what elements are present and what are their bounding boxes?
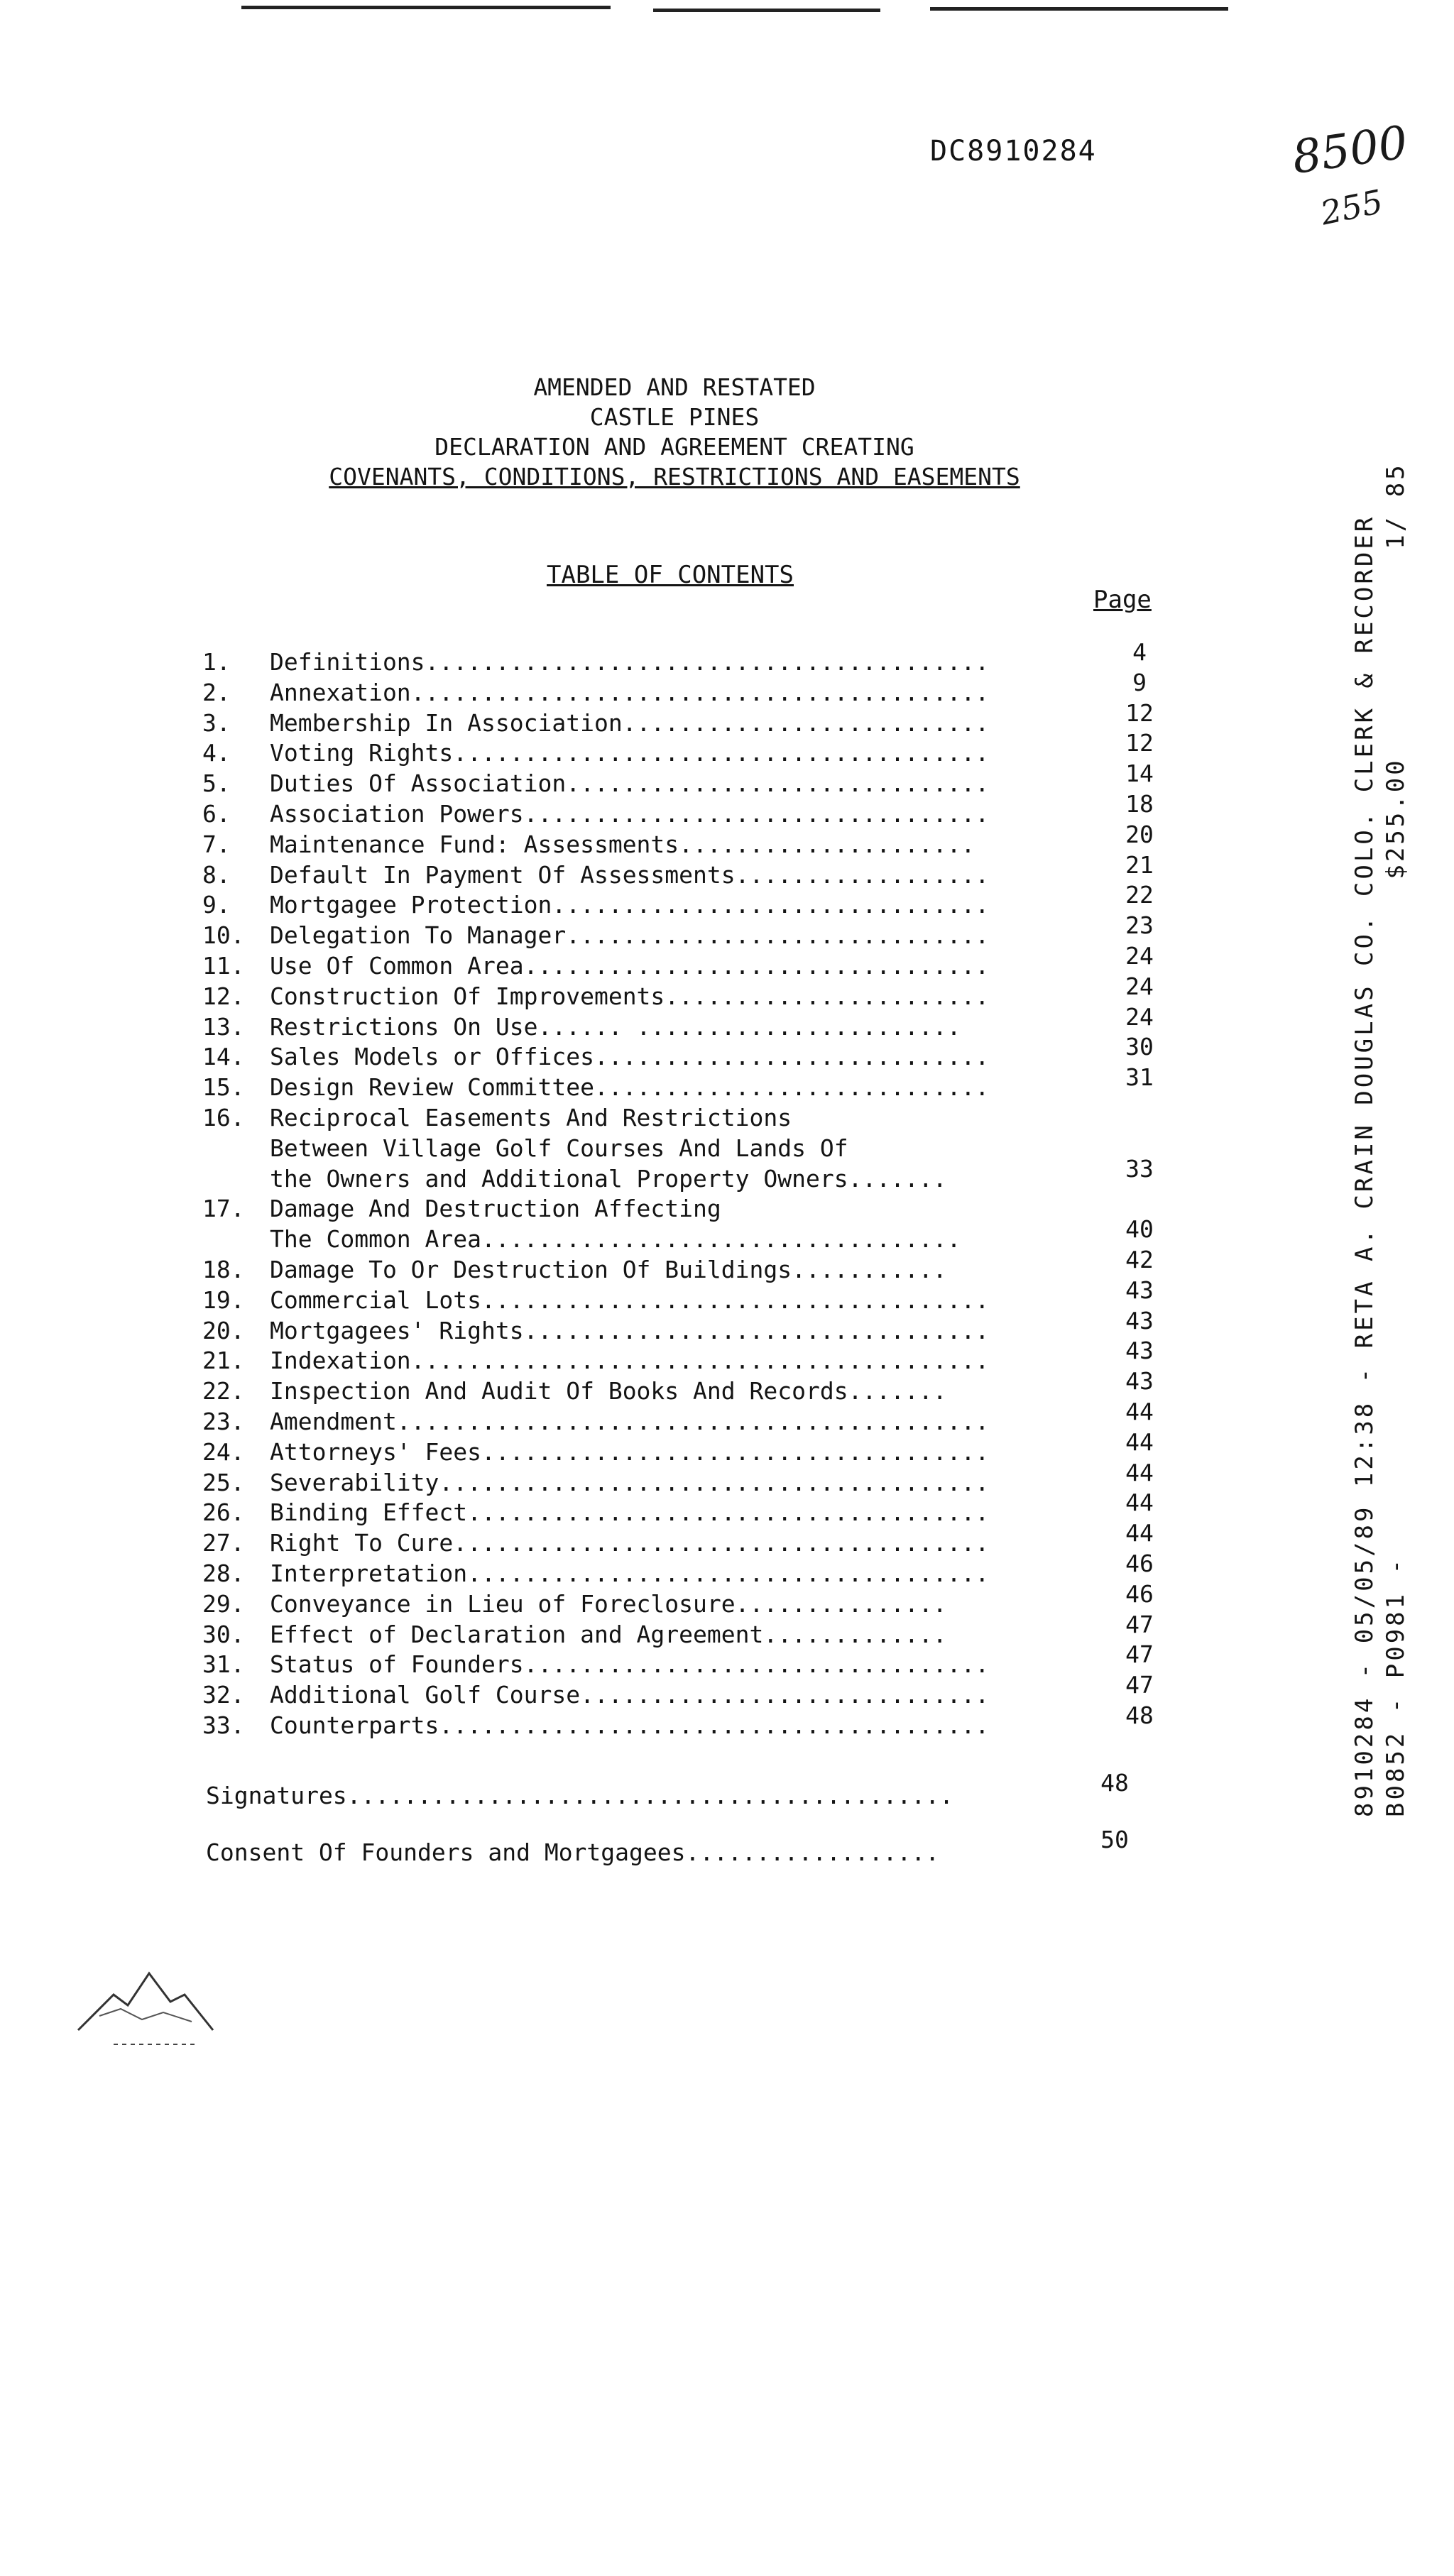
toc-number: 2. [202, 678, 231, 706]
toc-title: Status of Founders................................. [270, 1650, 990, 1679]
toc-title: Counterparts....................................... [270, 1711, 990, 1739]
toc-title: Right To Cure...................................... [270, 1529, 990, 1557]
toc-row [202, 1579, 1168, 1618]
toc-page-number: 46 [1125, 1549, 1154, 1577]
document-title [0, 373, 1349, 492]
toc-number: 32. [202, 1681, 245, 1709]
toc-page-number: 20 [1125, 820, 1154, 848]
toc-number: 10. [202, 921, 245, 950]
mountain-logo [71, 1945, 227, 2059]
signatures-entry [206, 1769, 1164, 1809]
toc-number: 33. [202, 1711, 245, 1739]
toc-title: Interpretation..................................... [270, 1559, 990, 1587]
toc-title: Binding Effect..................................... [270, 1498, 990, 1527]
toc-title: Default In Payment Of Assessments.................. [270, 860, 990, 889]
toc-title: Commercial Lots.................................... [270, 1286, 990, 1314]
toc-number: 4. [202, 739, 231, 767]
toc-number: 31. [202, 1650, 245, 1679]
toc-page-number: 44 [1125, 1427, 1154, 1456]
toc-number: 8. [202, 860, 231, 889]
toc-page-number: 12 [1125, 729, 1154, 757]
toc-row [202, 789, 1168, 828]
handwritten-note-sub: 255 [1317, 182, 1387, 233]
toc-number: 20. [202, 1316, 245, 1344]
toc-page-number: 47 [1125, 1610, 1154, 1638]
recording-stamp-line-1: 8910284 - 05/05/89 12:38 - RETA A. CRAIN DOUGLAS CO. COLO. CLERK & RECORDER [1350, 514, 1379, 1817]
toc-row [202, 1245, 1168, 1283]
toc-page-number: 44 [1125, 1489, 1154, 1517]
toc-page-number: 44 [1125, 1458, 1154, 1486]
toc-row [202, 820, 1168, 858]
toc-row [202, 1098, 1168, 1129]
toc-page-number: 43 [1125, 1367, 1154, 1396]
toc-row [202, 1640, 1168, 1679]
toc-title: Severability....................................... [270, 1468, 990, 1496]
toc-title: Additional Golf Course............................. [270, 1681, 990, 1709]
toc-row [202, 1610, 1168, 1648]
toc-number: 24. [202, 1437, 245, 1466]
toc-number: 16. [202, 1103, 245, 1131]
toc-row [202, 850, 1168, 889]
toc-page-number: 43 [1125, 1306, 1154, 1334]
toc-page-number: 47 [1125, 1640, 1154, 1669]
toc-page-number: 30 [1125, 1033, 1154, 1061]
scan-edge-marks [213, 0, 1349, 21]
table-of-contents [202, 638, 1168, 1739]
toc-page-number: 12 [1125, 698, 1154, 727]
toc-page-number: 47 [1125, 1671, 1154, 1699]
toc-page-number: 24 [1125, 1002, 1154, 1031]
toc-title: Use Of Common Area................................. [270, 951, 990, 980]
toc-page-number: 42 [1125, 1245, 1154, 1273]
toc-row [202, 941, 1168, 980]
recording-stamp [1349, 462, 1411, 1817]
recording-stamp-line-2: B0852 - P0981 - $255.00 1/ 85 [1382, 462, 1410, 1817]
toc-number: 28. [202, 1559, 245, 1587]
consent-label: Consent Of Founders and Mortgagees.................. [206, 1838, 940, 1866]
signatures-page: 48 [1100, 1769, 1129, 1797]
toc-number: 13. [202, 1012, 245, 1041]
toc-page-number: 48 [1125, 1701, 1154, 1729]
toc-title: Membership In Association.......................... [270, 708, 990, 737]
toc-title: Sales Models or Offices............................ [270, 1043, 990, 1071]
toc-row [202, 1458, 1168, 1496]
title-line-1: AMENDED AND RESTATED [533, 373, 816, 401]
toc-page-number: 24 [1125, 941, 1154, 970]
toc-title: Voting Rights...................................... [270, 739, 990, 767]
toc-page-number: 40 [1125, 1215, 1154, 1244]
toc-title: Annexation......................................... [270, 678, 990, 706]
toc-row [202, 972, 1168, 1010]
toc-row [202, 638, 1168, 676]
toc-title: Restrictions On Use...... ....................... [270, 1012, 961, 1041]
toc-row [202, 1306, 1168, 1344]
toc-page-number: 43 [1125, 1276, 1154, 1304]
toc-row [202, 1033, 1168, 1071]
toc-title: Mortgagees' Rights................................. [270, 1316, 990, 1344]
toc-row [202, 1129, 1168, 1162]
toc-page-number: 14 [1125, 760, 1154, 788]
toc-number: 17. [202, 1195, 245, 1223]
toc-page-number: 9 [1132, 668, 1147, 696]
title-line-2: CASTLE PINES [589, 403, 760, 431]
toc-title: Delegation To Manager.............................. [270, 921, 990, 950]
consent-entry [206, 1826, 1164, 1866]
document-number: DC8910284 [930, 135, 1097, 168]
toc-number: 3. [202, 708, 231, 737]
toc-number: 14. [202, 1043, 245, 1071]
toc-row [202, 1189, 1168, 1223]
page-column-heading: Page [1093, 586, 1152, 614]
mountain-outline [78, 1973, 213, 2030]
toc-row [202, 760, 1168, 798]
toc-number: 25. [202, 1468, 245, 1496]
toc-row [202, 1549, 1168, 1587]
toc-row [202, 1215, 1168, 1254]
toc-page-number: 44 [1125, 1519, 1154, 1547]
toc-title: Amendment.......................................... [270, 1407, 990, 1435]
toc-page-number: 23 [1125, 911, 1154, 940]
toc-number: 27. [202, 1529, 245, 1557]
toc-row [202, 1002, 1168, 1041]
handwritten-note: 8500 [1289, 116, 1411, 185]
toc-number: 15. [202, 1073, 245, 1102]
toc-page-number: 22 [1125, 881, 1154, 909]
toc-page-number: 46 [1125, 1579, 1154, 1608]
toc-row [202, 1063, 1168, 1102]
toc-page-number: 33 [1125, 1154, 1154, 1183]
title-line-3: DECLARATION AND AGREEMENT CREATING [434, 433, 914, 461]
toc-row [202, 668, 1168, 706]
toc-row [202, 1154, 1168, 1193]
toc-row [202, 1519, 1168, 1557]
toc-title: Design Review Committee............................ [270, 1073, 990, 1102]
toc-title: Maintenance Fund: Assessments..................... [270, 830, 975, 858]
toc-row [202, 1489, 1168, 1527]
toc-page-number: 4 [1132, 638, 1147, 666]
toc-row [202, 881, 1168, 919]
toc-number: 12. [202, 982, 245, 1010]
toc-row [202, 1397, 1168, 1435]
toc-row [202, 1427, 1168, 1466]
toc-number: 6. [202, 799, 231, 828]
toc-title: Attorneys' Fees.................................... [270, 1437, 990, 1466]
toc-title: Duties Of Association.............................. [270, 769, 990, 798]
toc-number: 11. [202, 951, 245, 980]
toc-heading: TABLE OF CONTENTS [547, 561, 794, 589]
toc-title: Reciprocal Easements And Restrictions [270, 1103, 792, 1131]
toc-title: Damage And Destruction Affecting [270, 1195, 721, 1223]
toc-row [202, 911, 1168, 950]
toc-number: 22. [202, 1377, 245, 1405]
consent-page: 50 [1100, 1826, 1129, 1853]
toc-page-number: 44 [1125, 1397, 1154, 1425]
toc-title: Damage To Or Destruction Of Buildings........... [270, 1255, 947, 1283]
toc-row [202, 1701, 1168, 1739]
toc-number: 19. [202, 1286, 245, 1314]
toc-row [202, 1367, 1168, 1405]
toc-title: Construction Of Improvements....................... [270, 982, 990, 1010]
toc-title: The Common Area.................................. [270, 1225, 961, 1254]
toc-number: 29. [202, 1589, 245, 1618]
toc-page-number: 18 [1125, 789, 1154, 818]
toc-number: 21. [202, 1347, 245, 1375]
toc-page-number: 43 [1125, 1337, 1154, 1365]
toc-number: 9. [202, 891, 231, 919]
toc-number: 23. [202, 1407, 245, 1435]
toc-title: Indexation......................................... [270, 1347, 990, 1375]
toc-row [202, 729, 1168, 767]
toc-number: 5. [202, 769, 231, 798]
toc-page-number: 21 [1125, 850, 1154, 879]
toc-title: Between Village Golf Courses And Lands Of [270, 1134, 848, 1162]
toc-title: Inspection And Audit Of Books And Records....... [270, 1377, 947, 1405]
toc-number: 1. [202, 648, 231, 676]
toc-page-number: 31 [1125, 1063, 1154, 1092]
toc-number: 7. [202, 830, 231, 858]
mountain-ridge [99, 2009, 192, 2022]
toc-row [202, 1671, 1168, 1709]
toc-number: 30. [202, 1620, 245, 1648]
toc-title: Effect of Declaration and Agreement............. [270, 1620, 947, 1648]
toc-title: Mortgagee Protection............................... [270, 891, 990, 919]
toc-title: the Owners and Additional Property Owners....... [270, 1164, 947, 1193]
toc-row [202, 1276, 1168, 1314]
signatures-label: Signatures........................................... [206, 1782, 953, 1809]
toc-row [202, 698, 1168, 737]
toc-row [202, 1337, 1168, 1375]
toc-title: Definitions........................................ [270, 648, 990, 676]
toc-number: 26. [202, 1498, 245, 1527]
toc-number: 18. [202, 1255, 245, 1283]
title-line-4: COVENANTS, CONDITIONS, RESTRICTIONS AND EASEMENTS [329, 463, 1020, 490]
toc-title: Conveyance in Lieu of Foreclosure............... [270, 1589, 947, 1618]
toc-title: Association Powers................................. [270, 799, 990, 828]
toc-page-number: 24 [1125, 972, 1154, 1000]
